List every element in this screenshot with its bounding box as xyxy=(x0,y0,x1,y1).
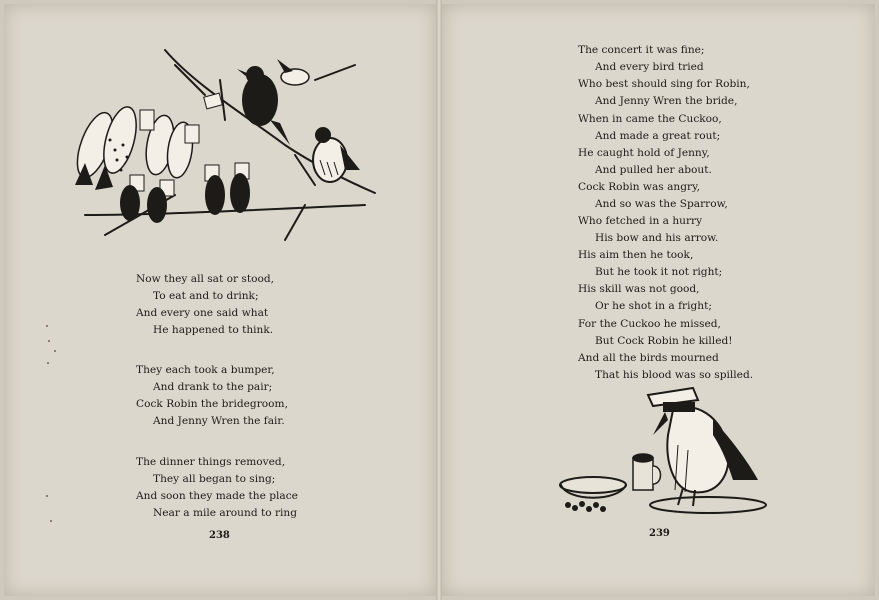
left-stanza-2 xyxy=(136,362,288,430)
verse-line: To eat and to drink; xyxy=(153,290,259,302)
right-stanza-1 xyxy=(578,42,750,110)
verse-line: And drank to the pair; xyxy=(153,381,273,393)
verse-line: They each took a bumper, xyxy=(136,364,275,376)
right-stanza-3 xyxy=(578,179,728,247)
left-stanza-3 xyxy=(136,454,298,522)
verse-line: And so was the Sparrow, xyxy=(595,198,728,210)
verse-line: The dinner things removed, xyxy=(136,456,286,468)
verse-line: And soon they made the place xyxy=(136,490,298,502)
verse-line: His bow and his arrow. xyxy=(595,232,719,244)
verse-line: His skill was not good, xyxy=(578,283,700,295)
verse-line: When in came the Cuckoo, xyxy=(578,113,722,125)
verse-line: Who fetched in a hurry xyxy=(578,215,703,227)
margin-speck xyxy=(54,350,56,352)
left-stanza-1 xyxy=(136,271,274,339)
margin-speck xyxy=(48,340,50,342)
verse-line: Who best should sing for Robin, xyxy=(578,78,750,90)
verse-line: And every bird tried xyxy=(595,61,704,73)
verse-line: Cock Robin was angry, xyxy=(578,181,701,193)
verse-line: For the Cuckoo he missed, xyxy=(578,318,721,330)
page-number-right: 239 xyxy=(649,528,670,539)
verse-line: He caught hold of Jenny, xyxy=(578,147,710,159)
margin-speck xyxy=(47,362,49,364)
cuckoo-with-mug-illustration xyxy=(553,380,768,520)
verse-line: They all began to sing; xyxy=(153,473,276,485)
singing-birds-illustration xyxy=(55,45,380,245)
verse-line: And all the birds mourned xyxy=(578,352,719,364)
right-stanza-4 xyxy=(578,247,722,315)
margin-speck xyxy=(50,520,52,522)
verse-line: Cock Robin the bridegroom, xyxy=(136,398,288,410)
verse-line: Now they all sat or stood, xyxy=(136,273,275,285)
page-number-left: 238 xyxy=(209,530,230,541)
verse-line: And pulled her about. xyxy=(595,164,712,176)
verse-line: His aim then he took, xyxy=(578,249,694,261)
margin-speck xyxy=(46,325,48,327)
book-gutter xyxy=(436,0,442,600)
verse-line: He happened to think. xyxy=(153,324,274,336)
verse-line: That his blood was so spilled. xyxy=(595,369,754,381)
right-stanza-2 xyxy=(578,111,722,179)
verse-line: Near a mile around to ring xyxy=(153,507,298,519)
verse-line: And Jenny Wren the bride, xyxy=(595,95,738,107)
verse-line: But Cock Robin he killed! xyxy=(595,335,733,347)
right-stanza-5 xyxy=(578,316,753,384)
verse-line: Or he shot in a fright; xyxy=(595,300,712,312)
verse-line: But he took it not right; xyxy=(595,266,723,278)
verse-line: And made a great rout; xyxy=(595,130,721,142)
verse-line: And Jenny Wren the fair. xyxy=(153,415,285,427)
verse-line: And every one said what xyxy=(136,307,269,319)
verse-line: The concert it was fine; xyxy=(578,44,705,56)
margin-speck xyxy=(46,495,48,497)
